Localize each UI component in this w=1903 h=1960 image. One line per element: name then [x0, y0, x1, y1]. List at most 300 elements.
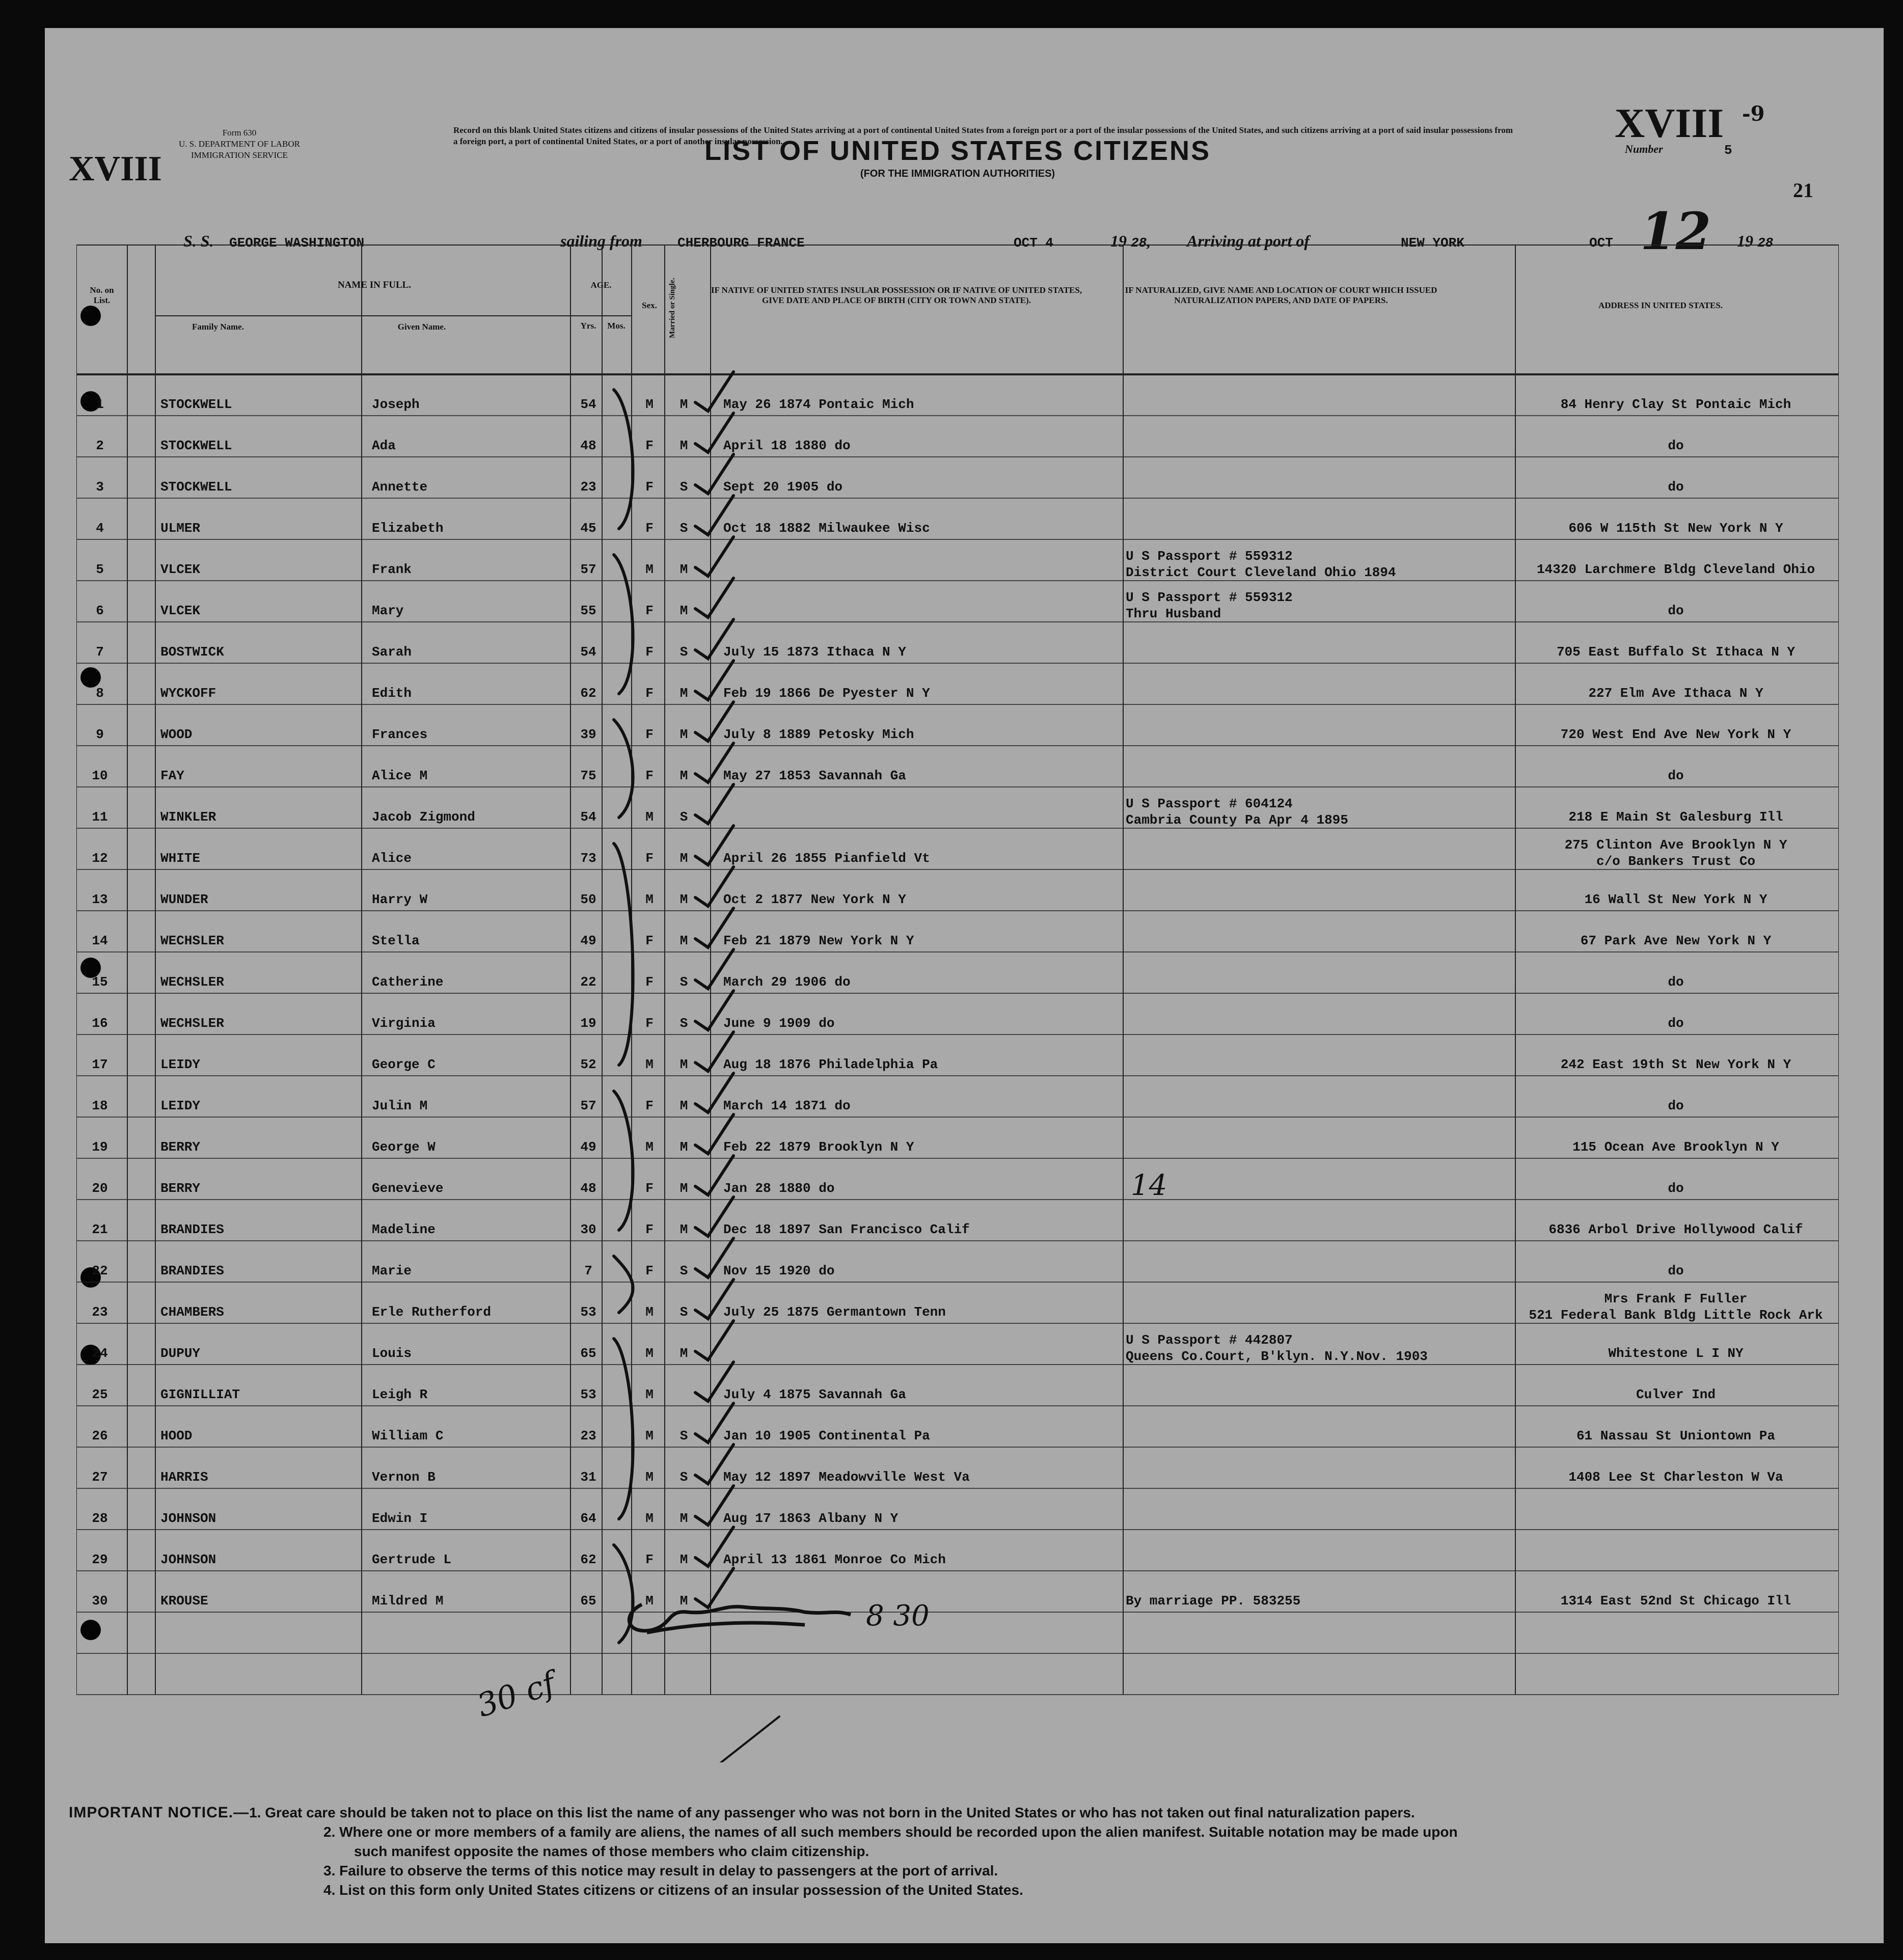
sex-cell: F [645, 1181, 654, 1196]
col-header-yrs: Yrs. [580, 321, 596, 331]
sex-cell: M [645, 892, 654, 907]
family-name-cell: VLCEK [160, 603, 201, 618]
age-years-cell: 54 [580, 397, 596, 412]
form-id-block [176, 127, 303, 161]
given-name-cell: Erle Rutherford [372, 1304, 492, 1320]
age-years-cell: 48 [580, 438, 596, 453]
given-name-cell: Mary [372, 603, 404, 618]
row-number-cell: 18 [92, 1098, 108, 1113]
age-years-cell: 65 [580, 1593, 596, 1609]
age-years-cell: 53 [580, 1304, 596, 1320]
marital-status-cell: M [679, 438, 688, 453]
birth-info-cell: July 8 1889 Petosky Mich [723, 727, 914, 742]
age-years-cell: 23 [580, 479, 596, 495]
marital-status-cell: S [679, 974, 688, 990]
age-years-cell: 39 [580, 727, 596, 742]
address-cell: 705 East Buffalo St Ithaca N Y [1556, 644, 1796, 660]
table-row [76, 457, 1839, 498]
sex-cell: M [645, 562, 654, 577]
notice-lead: IMPORTANT NOTICE.— [69, 1804, 250, 1821]
family-name-cell: LEIDY [160, 1098, 201, 1113]
given-name-cell: Catherine [372, 974, 444, 990]
from-port: CHERBOURG FRANCE [677, 235, 805, 251]
notice-item-2-cont: such manifest opposite the names of those members who claim citizenship. [354, 1843, 869, 1859]
marital-status-cell: S [679, 479, 688, 495]
address-cell: do [1668, 438, 1684, 453]
sex-cell: M [645, 809, 654, 825]
row-number-cell: 24 [92, 1346, 108, 1361]
age-years-cell: 62 [580, 686, 596, 701]
naturalization-court-cell: Queens Co.Court, B'klyn. N.Y.Nov. 1903 [1126, 1349, 1428, 1364]
given-name-cell: Stella [372, 933, 420, 948]
sex-cell: M [645, 1057, 654, 1072]
row-number-cell: 11 [92, 809, 108, 825]
given-name-cell: Joseph [372, 397, 420, 412]
table-row [76, 911, 1839, 952]
notice-item-1: 1. Great care should be taken not to place on this list the name of any passenger who was not born in the United States or who has not taken out final naturalization papers. [249, 1805, 1415, 1820]
table-row [76, 622, 1839, 663]
family-name-cell: WECHSLER [160, 933, 224, 948]
passenger-table [76, 244, 1839, 1762]
bottom-note-30cf: 30 cf [472, 1664, 560, 1725]
marital-status-cell: M [679, 851, 688, 866]
family-name-cell: HOOD [160, 1428, 193, 1444]
age-years-cell: 22 [580, 974, 596, 990]
table-row [76, 746, 1839, 787]
age-years-cell: 73 [580, 851, 596, 866]
sex-cell: F [645, 1263, 654, 1278]
family-name-cell: GIGNILLIAT [160, 1387, 240, 1402]
marital-status-cell: S [679, 1263, 688, 1278]
birth-info-cell: Feb 22 1879 Brooklyn N Y [723, 1139, 914, 1155]
address-cell: 14320 Larchmere Bldg Cleveland Ohio [1536, 562, 1815, 577]
sailing-label: sailing from [560, 232, 642, 250]
marital-status-cell: M [679, 727, 688, 742]
given-name-cell: Annette [372, 479, 428, 495]
address-cell: do [1668, 768, 1684, 783]
col-header-given: Given Name. [397, 322, 446, 332]
row-number-cell: 5 [96, 562, 104, 577]
birth-info-cell: Aug 18 1876 Philadelphia Pa [723, 1057, 938, 1072]
table-row [76, 993, 1839, 1035]
col-header-age: AGE. [590, 280, 612, 290]
row-number-cell: 25 [92, 1387, 108, 1402]
row-number-cell: 15 [92, 974, 108, 990]
sex-cell: F [645, 644, 654, 660]
table-row [76, 374, 1839, 416]
sex-cell: M [645, 1469, 654, 1485]
notice-item-4: 4. List on this form only United States citizens or citizens of an insular possession of the United States. [323, 1882, 1023, 1898]
birth-info-cell: Sept 20 1905 do [723, 479, 843, 495]
address-cell: 84 Henry Clay St Pontaic Mich [1560, 397, 1791, 412]
sex-cell: F [645, 603, 654, 618]
given-name-cell: William C [372, 1428, 444, 1444]
marital-status-cell: S [679, 1304, 688, 1320]
address-cell: do [1668, 479, 1684, 495]
age-years-cell: 57 [580, 562, 596, 577]
family-name-cell: BRANDIES [160, 1222, 224, 1237]
roman-numeral-right: XVIII [1615, 100, 1724, 146]
signature-time: 8 30 [866, 1599, 930, 1632]
page-title: LIST OF UNITED STATES CITIZENS [704, 135, 1211, 166]
given-name-cell: Edith [372, 686, 412, 701]
address-cell: do [1668, 1098, 1684, 1113]
naturalization-cell: U S Passport # 559312 [1126, 549, 1293, 564]
table-row [76, 1530, 1839, 1571]
col-header-sex: Sex. [642, 301, 657, 310]
service-name: IMMIGRATION SERVICE [191, 150, 288, 160]
birth-info-cell: March 14 1871 do [723, 1098, 851, 1113]
table-row [76, 1406, 1839, 1447]
sex-cell: F [645, 438, 654, 453]
naturalization-cell: U S Passport # 559312 [1126, 590, 1293, 605]
age-years-cell: 50 [580, 892, 596, 907]
age-years-cell: 23 [580, 1428, 596, 1444]
address-cell: 1314 East 52nd St Chicago Ill [1560, 1593, 1791, 1609]
family-name-cell: VLCEK [160, 562, 201, 577]
marital-status-cell: S [679, 809, 688, 825]
birth-info-cell: April 13 1861 Monroe Co Mich [723, 1552, 946, 1567]
given-name-cell: Frances [372, 727, 428, 742]
naturalization-cell: U S Passport # 442807 [1126, 1332, 1293, 1348]
col-header-naturalized: IF NATURALIZED, GIVE NAME AND LOCATION OF COURT WHICH ISSUED NATURALIZATION PAPERS, AND DATE OF PAPERS. [1125, 285, 1437, 305]
number-label: Number [1625, 143, 1663, 155]
address-cell: 6836 Arbol Drive Hollywood Calif [1548, 1222, 1803, 1237]
marital-status-cell: M [679, 562, 688, 577]
marital-status-cell: M [679, 1346, 688, 1361]
sex-cell: M [645, 1387, 654, 1402]
sex-cell: F [645, 974, 654, 990]
age-years-cell: 19 [580, 1016, 596, 1031]
row-number-cell: 7 [96, 644, 104, 660]
row-number-cell: 1 [96, 397, 104, 412]
birth-info-cell: May 27 1853 Savannah Ga [723, 768, 906, 783]
address-cell: 606 W 115th St New York N Y [1568, 521, 1783, 536]
page-number: 21 [1793, 179, 1813, 202]
family-name-cell: WUNDER [160, 892, 208, 907]
sex-cell: F [645, 1016, 654, 1031]
row-number-cell: 21 [92, 1222, 108, 1237]
marital-status-cell: M [679, 397, 688, 412]
given-name-cell: Julin M [372, 1098, 428, 1113]
arrival-month: OCT [1589, 235, 1613, 251]
marital-status-cell: S [679, 521, 688, 536]
birth-info-cell: Dec 18 1897 San Francisco Calif [723, 1222, 970, 1237]
age-years-cell: 65 [580, 1346, 596, 1361]
table-row [76, 1158, 1839, 1200]
sex-cell: F [645, 768, 654, 783]
given-name-cell: Madeline [372, 1222, 436, 1237]
family-name-cell: WECHSLER [160, 974, 224, 990]
sex-cell: M [645, 1346, 654, 1361]
table-row [76, 1365, 1839, 1406]
department-name: U. S. DEPARTMENT OF LABOR [179, 139, 300, 149]
age-years-cell: 57 [580, 1098, 596, 1113]
family-name-cell: CHAMBERS [160, 1304, 224, 1320]
marital-status-cell: M [679, 603, 688, 618]
age-years-cell: 7 [584, 1263, 592, 1278]
row-number-cell: 29 [92, 1552, 108, 1567]
family-name-cell: FAY [160, 768, 184, 783]
birth-info-cell: April 26 1855 Pianfield Vt [723, 851, 930, 866]
marital-status-cell: M [679, 1181, 688, 1196]
naturalization-court-cell: District Court Cleveland Ohio 1894 [1126, 565, 1396, 580]
address-cell: do [1668, 1181, 1684, 1196]
age-years-cell: 54 [580, 644, 596, 660]
age-years-cell: 75 [580, 768, 596, 783]
notice-item-3: 3. Failure to observe the terms of this notice may result in delay to passengers at the port of arrival. [323, 1863, 998, 1879]
age-years-cell: 62 [580, 1552, 596, 1567]
col-header-address: ADDRESS IN UNITED STATES. [1598, 301, 1723, 310]
marital-status-cell: M [679, 686, 688, 701]
address-cell: 61 Nassau St Uniontown Pa [1576, 1428, 1776, 1444]
family-name-cell: WECHSLER [160, 1016, 224, 1031]
family-name-cell: BERRY [160, 1139, 201, 1155]
ship-name: GEORGE WASHINGTON [229, 235, 365, 251]
address-cell: Whitestone L I NY [1608, 1346, 1744, 1361]
notice-item-2: 2. Where one or more members of a family are aliens, the names of all such members should be recorded upon the alien manifest. Suitable notation may be made upon [323, 1824, 1458, 1840]
sex-cell: M [645, 1139, 654, 1155]
birth-info-cell: May 12 1897 Meadowville West Va [723, 1469, 970, 1485]
family-name-cell: STOCKWELL [160, 438, 232, 453]
sex-cell: F [645, 1552, 654, 1567]
row-number-cell: 4 [96, 521, 104, 536]
sex-cell: F [645, 727, 654, 742]
age-years-cell: 64 [580, 1511, 596, 1526]
ss-label: S. S. [183, 232, 214, 250]
row-number-cell: 28 [92, 1511, 108, 1526]
col-header-no: No. on List. [90, 285, 114, 305]
row-number-cell: 13 [92, 892, 108, 907]
age-years-cell: 55 [580, 603, 596, 618]
marital-status-cell: S [679, 644, 688, 660]
table-row [76, 828, 1839, 869]
address-cell: 16 Wall St New York N Y [1584, 892, 1768, 907]
marital-status-cell: M [679, 768, 688, 783]
address-cell: do [1668, 1263, 1684, 1278]
table-row [76, 1117, 1839, 1158]
sex-cell: M [645, 1511, 654, 1526]
naturalization-cell: U S Passport # 604124 [1126, 796, 1293, 811]
sex-cell: M [645, 1304, 654, 1320]
table-row [76, 1035, 1839, 1076]
address-cell: 1408 Lee St Charleston W Va [1568, 1469, 1783, 1485]
form-instructions: Record on this blank United States citizens and citizens of insular possessions of the United States arriving at a port of continental United States from a foreign port or a port of the insular possessions of the United States, and such citizens arriving at a port of said insular possessions from a foreign port, a port of continental United States, or a port of another insular possession. [453, 125, 1513, 146]
col-header-name: NAME IN FULL. [337, 280, 412, 290]
col-header-birth: IF NATIVE OF UNITED STATES INSULAR POSSESSION OR IF NATIVE OF UNITED STATES, GIVE DATE AND PLACE OF BIRTH (CITY OR TOWN AND STATE). [711, 285, 1082, 305]
age-years-cell: 48 [580, 1181, 596, 1196]
address-cell: do [1668, 974, 1684, 990]
marital-status-cell: M [679, 1222, 688, 1237]
naturalization-court-cell: Cambria County Pa Apr 4 1895 [1126, 812, 1348, 828]
birth-info-cell: Aug 17 1863 Albany N Y [723, 1511, 899, 1526]
year-value: 28 [1757, 235, 1774, 251]
family-name-cell: LEIDY [160, 1057, 201, 1072]
birth-info-cell: April 18 1880 do [723, 438, 851, 453]
age-years-cell: 53 [580, 1387, 596, 1402]
row-number-cell: 9 [96, 727, 104, 742]
marital-status-cell: S [679, 1428, 688, 1444]
address-cell: 115 Ocean Ave Brooklyn N Y [1572, 1139, 1779, 1155]
birth-info-cell: June 9 1909 do [723, 1016, 835, 1031]
year-field-1: 19 28, [1110, 232, 1151, 251]
row-number-cell: 2 [96, 438, 104, 453]
family-name-cell: ULMER [160, 521, 201, 536]
birth-info-cell: Oct 2 1877 New York N Y [723, 892, 906, 907]
family-name-cell: JOHNSON [160, 1552, 216, 1567]
given-name-cell: Sarah [372, 644, 412, 660]
row-number-cell: 12 [92, 851, 108, 866]
table-row [76, 1323, 1839, 1365]
family-name-cell: STOCKWELL [160, 397, 232, 412]
family-name-cell: BOSTWICK [160, 644, 224, 660]
given-name-cell: Virginia [372, 1016, 436, 1031]
row-number-cell: 23 [92, 1304, 108, 1320]
table-row [76, 663, 1839, 704]
year-prefix: 19 [1110, 232, 1127, 250]
age-years-cell: 52 [580, 1057, 596, 1072]
address-cell: do [1668, 603, 1684, 618]
family-name-cell: BRANDIES [160, 1263, 224, 1278]
marital-status-cell: M [679, 1511, 688, 1526]
given-name-cell: Frank [372, 562, 412, 577]
family-name-cell: WOOD [160, 727, 193, 742]
sex-cell: M [645, 1593, 654, 1609]
family-name-cell: HARRIS [160, 1469, 208, 1485]
birth-info-cell: Feb 19 1866 De Pyester N Y [723, 686, 930, 701]
marital-status-cell: M [679, 892, 688, 907]
family-name-cell: BERRY [160, 1181, 201, 1196]
col-header-family: Family Name. [192, 322, 244, 332]
row-number-cell: 20 [92, 1181, 108, 1196]
address-line2-cell: c/o Bankers Trust Co [1596, 854, 1756, 869]
marital-status-cell: M [679, 1098, 688, 1113]
row-number-cell: 14 [92, 933, 108, 948]
table-row [76, 787, 1839, 828]
age-years-cell: 54 [580, 809, 596, 825]
important-notice [69, 1803, 1831, 1900]
number-value: 5 [1724, 143, 1732, 158]
sex-cell: F [645, 521, 654, 536]
family-name-cell: WHITE [160, 851, 201, 866]
given-name-cell: Ada [372, 438, 396, 453]
sex-cell: M [645, 397, 654, 412]
table-row [76, 498, 1839, 539]
sex-cell: F [645, 479, 654, 495]
table-row [76, 1241, 1839, 1282]
family-name-cell: DUPUY [160, 1346, 201, 1361]
table-row [76, 1447, 1839, 1488]
form-number: Form 630 [222, 128, 257, 138]
age-years-cell: 45 [580, 521, 596, 536]
row-number-cell: 17 [92, 1057, 108, 1072]
given-name-cell: George W [372, 1139, 436, 1155]
marital-status-cell: S [679, 1469, 688, 1485]
table-row [76, 1200, 1839, 1241]
naturalization-cell: By marriage PP. 583255 [1126, 1593, 1301, 1609]
age-years-cell: 49 [580, 1139, 596, 1155]
given-name-cell: Mildred M [372, 1593, 444, 1609]
year-prefix: 19 [1737, 232, 1753, 250]
given-name-cell: Louis [372, 1346, 412, 1361]
birth-info-cell: Oct 18 1882 Milwaukee Wisc [723, 521, 930, 536]
given-name-cell: George C [372, 1057, 436, 1072]
birth-info-cell: May 26 1874 Pontaic Mich [723, 397, 914, 412]
col-header-married: Married or Single. [668, 278, 676, 339]
address-cell: 227 Elm Ave Ithaca N Y [1588, 686, 1763, 701]
given-name-cell: Genevieve [372, 1181, 444, 1196]
given-name-cell: Edwin I [372, 1511, 428, 1526]
table-row [76, 1571, 1839, 1612]
sex-cell: F [645, 851, 654, 866]
given-name-cell: Alice M [372, 768, 428, 783]
birth-info-cell: Nov 15 1920 do [723, 1263, 835, 1278]
table-row [76, 581, 1839, 622]
row-number-cell: 26 [92, 1428, 108, 1444]
birth-info-cell: July 4 1875 Savannah Ga [723, 1387, 906, 1402]
sail-date: OCT 4 [1014, 235, 1054, 251]
naturalization-court-cell: Thru Husband [1126, 606, 1221, 621]
table-row [76, 1488, 1839, 1530]
row-number-cell: 30 [92, 1593, 108, 1609]
row-number-cell: 19 [92, 1139, 108, 1155]
roman-numeral-left: XVIII [69, 149, 162, 188]
arrival-port: NEW YORK [1401, 235, 1464, 251]
family-name-cell: WYCKOFF [160, 686, 216, 701]
given-name-cell: Leigh R [372, 1387, 428, 1402]
sex-cell: M [645, 1428, 654, 1444]
address-cell: Culver Ind [1636, 1387, 1716, 1402]
age-years-cell: 31 [580, 1469, 596, 1485]
given-name-cell: Marie [372, 1263, 412, 1278]
inspector-signature [611, 1584, 866, 1655]
sex-cell: F [645, 1098, 654, 1113]
row-number-cell: 3 [96, 479, 104, 495]
birth-info-cell: March 29 1906 do [723, 974, 851, 990]
family-name-cell: STOCKWELL [160, 479, 232, 495]
page-subtitle: (FOR THE IMMIGRATION AUTHORITIES) [860, 168, 1055, 179]
marital-status-cell: M [679, 1593, 688, 1609]
row-number-cell: 16 [92, 1016, 108, 1031]
marital-status-cell: M [679, 933, 688, 948]
address-line2-cell: 521 Federal Bank Bldg Little Rock Ark [1529, 1308, 1823, 1323]
marital-status-cell: S [679, 1016, 688, 1031]
sex-cell: F [645, 1222, 654, 1237]
arriving-label: Arriving at port of [1187, 232, 1310, 250]
address-cell: 720 West End Ave New York N Y [1560, 727, 1791, 742]
row-number-cell: 27 [92, 1469, 108, 1485]
row-number-cell: 8 [96, 686, 104, 701]
row-number-cell: 10 [92, 768, 108, 783]
address-cell: Mrs Frank F Fuller [1604, 1291, 1748, 1306]
marital-status-cell: M [679, 1057, 688, 1072]
table-row [76, 1076, 1839, 1117]
table-row [76, 416, 1839, 457]
given-name-cell: Vernon B [372, 1469, 436, 1485]
row-number-cell: 6 [96, 603, 104, 618]
given-name-cell: Jacob Zigmond [372, 809, 475, 825]
arrival-day-handwritten: 12 [1640, 201, 1711, 261]
row-number-cell: 22 [92, 1263, 108, 1278]
table-row [76, 869, 1839, 911]
marital-status-cell: M [679, 1139, 688, 1155]
address-cell: 67 Park Ave New York N Y [1580, 933, 1772, 948]
margin-note-14: 14 [1131, 1169, 1167, 1202]
address-cell: 275 Clinton Ave Brooklyn N Y [1564, 837, 1787, 853]
given-name-cell: Harry W [372, 892, 428, 907]
birth-info-cell: Feb 21 1879 New York N Y [723, 933, 914, 948]
family-name-cell: JOHNSON [160, 1511, 216, 1526]
